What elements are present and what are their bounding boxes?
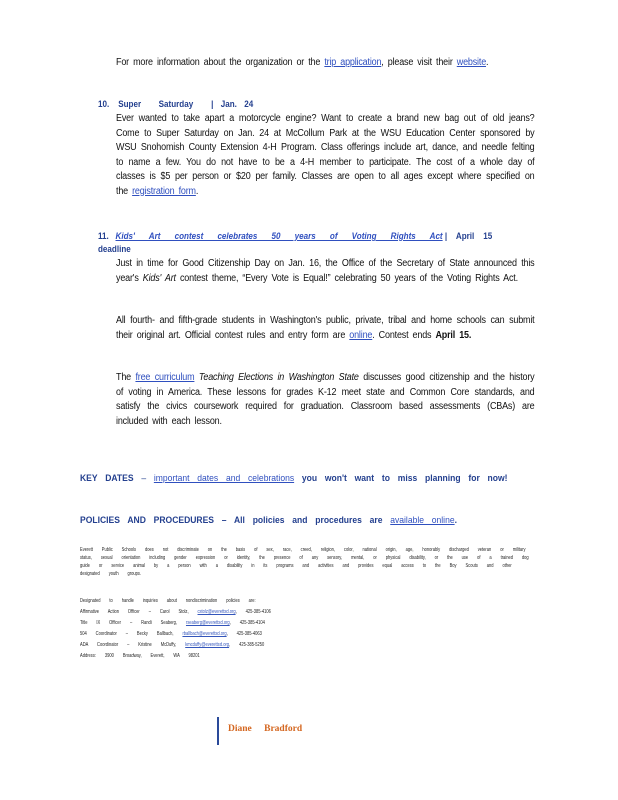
item-11-text: Just in time for Good Citizenship Day on Jan. 16, the Office of the Secretary of State announced this year's bbox=[116, 258, 535, 284]
kids-art-em: Kids' Art bbox=[142, 272, 176, 284]
contact-row bbox=[80, 641, 532, 649]
important-dates-link[interactable]: important dates and celebrations bbox=[153, 473, 295, 484]
contact-phone: , 425-385-4063 bbox=[226, 631, 262, 637]
contact-role: Title IX Officer bbox=[80, 620, 122, 626]
contact-email-link[interactable]: rballbach@everettsd.org bbox=[182, 631, 227, 637]
item-11-text: discusses good citizenship and the history of voting in America. These lessons for grades K-12 meet state and Common Core standards, and satisfy the civics coursework required for graduation. Classroom based assessments (CBAs) are included with each lesson. bbox=[116, 372, 535, 427]
key-dates-rest: you won't want to miss planning for now! bbox=[294, 473, 508, 484]
key-dates-label: KEY DATES bbox=[80, 473, 134, 484]
item-11-paragraph-2 bbox=[116, 314, 535, 343]
intro-text: , please visit their bbox=[381, 57, 457, 68]
policies-rest: . bbox=[454, 515, 457, 526]
address-line: Address: 3900 Broadway, Everett, WA 98201 bbox=[80, 653, 200, 659]
signature-first-name: Diane bbox=[228, 724, 252, 734]
contact-row bbox=[80, 608, 532, 616]
item-10-text: . bbox=[195, 185, 199, 197]
trip-application-link[interactable]: trip application bbox=[324, 57, 382, 68]
item-10-title: Super Saturday bbox=[118, 99, 194, 110]
contact-role: Affirmative Action Officer bbox=[80, 609, 140, 615]
contact-phone: , 425-385-5250 bbox=[229, 642, 265, 648]
contact-role: ADA Coordinator bbox=[80, 642, 119, 648]
intro-text: For more information about the organization or the bbox=[116, 57, 325, 68]
signature-name bbox=[228, 724, 302, 734]
item-11-paragraph-1 bbox=[116, 257, 535, 286]
item-10-number: 10. bbox=[98, 99, 110, 110]
contact-email-link[interactable]: cstolz@everettsd.org bbox=[197, 609, 236, 615]
available-online-link[interactable]: available online bbox=[390, 515, 455, 526]
item-10-heading bbox=[98, 99, 319, 110]
item-11-text: The bbox=[116, 372, 136, 383]
key-dates-separator: – bbox=[133, 473, 154, 484]
signature-bar bbox=[217, 717, 219, 745]
contact-role: 504 Coordinator bbox=[80, 631, 117, 637]
free-curriculum-link[interactable]: free curriculum bbox=[135, 372, 195, 383]
item-10-date: | Jan. 24 bbox=[211, 99, 254, 110]
key-dates-section bbox=[80, 472, 548, 486]
nondiscrimination-intro: Designated to handle inquiries about nondiscrimination policies are: bbox=[80, 598, 256, 604]
nondiscrimination-statement: Everett Public Schools does not discriminate on the basis of sex, race, creed, religion, color, national origin, age, honorably discharged veteran or military status, sexual orientation including gender expression or identity, the presence of any sensory, mental, or physical disability, or the use of a trained dog guide or service animal by a person with a disability in its programs and activities and provides equal access to the Boy Scouts and other designated youth groups. bbox=[80, 547, 529, 577]
item-11-text: . Contest ends bbox=[372, 329, 436, 341]
item-10-body bbox=[116, 112, 535, 199]
website-link[interactable]: website bbox=[456, 57, 487, 68]
contact-name: – Randi Seaberg, bbox=[129, 620, 186, 626]
contact-email-link[interactable]: rseaberg@everettsd.org bbox=[185, 620, 230, 626]
signature-last-name: Bradford bbox=[264, 724, 303, 734]
registration-form-link[interactable]: registration form bbox=[132, 185, 196, 197]
kids-art-contest-link[interactable]: Kids' Art contest celebrates 50 years of Voting Rights Act bbox=[115, 231, 443, 242]
item-11-text: contest theme, “Every Vote is Equal!” celebrating 50 years of the Voting Rights Act. bbox=[175, 272, 518, 284]
contact-email-link[interactable]: kmcduffy@everettsd.org bbox=[185, 642, 230, 648]
contact-name: – Carol Stolz, bbox=[148, 609, 198, 615]
online-link[interactable]: online bbox=[349, 329, 373, 341]
item-11-text: All fourth- and fifth-grade students in Washington's public, private, tribal and home schools can submit their original art. Official contest rules and entry form are bbox=[116, 315, 535, 341]
intro-paragraph bbox=[116, 56, 530, 71]
contact-phone: , 425-385-4104 bbox=[229, 620, 265, 626]
policies-section bbox=[80, 515, 548, 526]
contact-phone: , 425-385-4106 bbox=[235, 609, 271, 615]
item-11-paragraph-3 bbox=[116, 371, 535, 429]
deadline-bold: April 15. bbox=[435, 329, 472, 341]
contact-name: – Kristine McDuffy, bbox=[127, 642, 186, 648]
contact-row bbox=[80, 619, 532, 627]
contact-row bbox=[80, 630, 532, 638]
item-11-number: 11. bbox=[98, 231, 109, 242]
policies-label: POLICIES AND PROCEDURES bbox=[80, 515, 215, 526]
contact-name: – Becky Ballbach, bbox=[125, 631, 183, 637]
item-11-heading bbox=[98, 230, 523, 256]
item-11-date: | April 15 deadline bbox=[98, 231, 493, 255]
policies-separator: – All policies and procedures are bbox=[214, 515, 391, 526]
item-10-text: Ever wanted to take apart a motorcycle engine? Want to create a brand new bag out of old jeans? Come to Super Saturday on Jan. 24 at McCollum Park at the WSU Education Center sponsored by WSU Snohomish County Extension 4-H Program. Class offerings include art, dance, and needle felting to name a few. You do not have to be a 4-H member to participate. The cost of a whole day of classes is $5 per person or $20 per family. Classes are open to all ages except where specified on the bbox=[116, 113, 535, 197]
intro-text: . bbox=[486, 57, 489, 68]
curriculum-title-em: Teaching Elections in Washington State bbox=[194, 372, 359, 383]
